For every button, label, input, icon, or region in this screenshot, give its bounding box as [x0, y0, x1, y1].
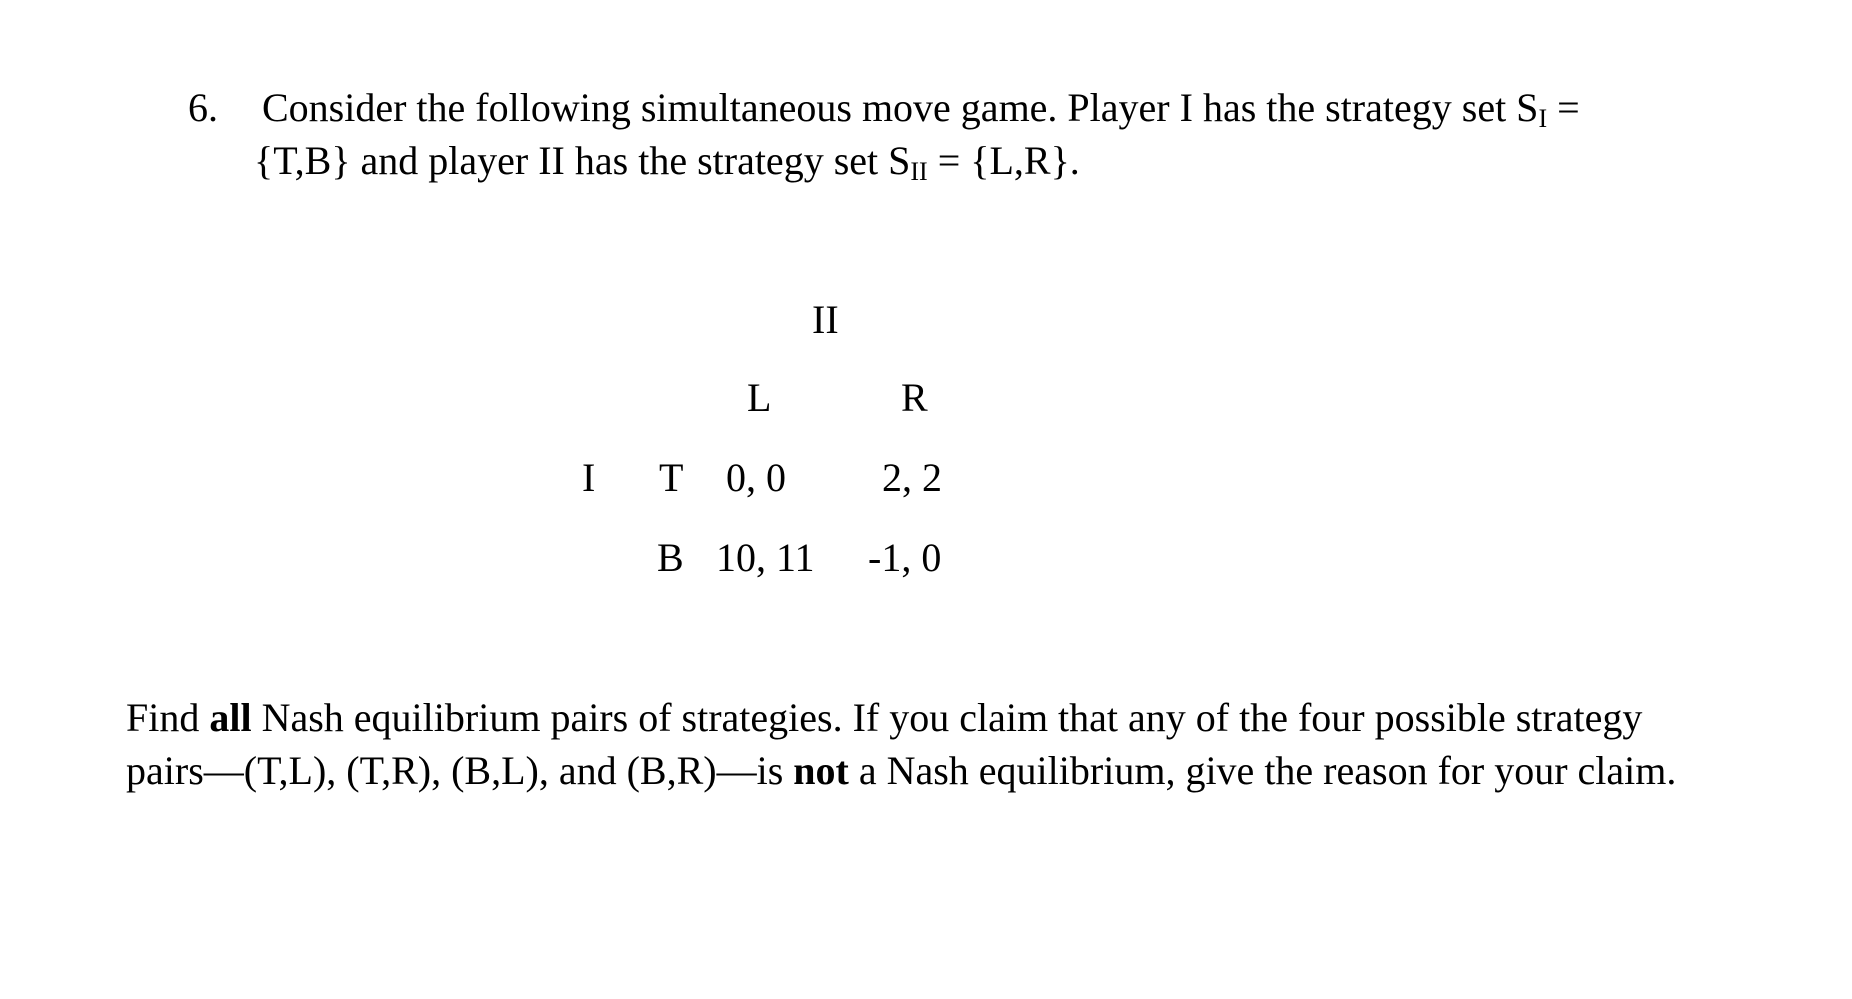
payoff-T-L: 0, 0 — [726, 455, 786, 500]
intro-line-1 — [262, 85, 1580, 133]
payoff-B-R: -1, 0 — [868, 535, 942, 580]
payoff-T-R: 2, 2 — [882, 455, 942, 500]
subscript-I: I — [1538, 104, 1548, 133]
row-player-label: I — [582, 455, 596, 500]
intro-text-1b: = — [1547, 85, 1580, 130]
intro-line-2 — [254, 138, 1080, 186]
intro-text-2: {T,B} and player II has the strategy set S — [254, 138, 911, 183]
subscript-II: II — [910, 157, 928, 186]
question-text-2a: pairs—(T,L), (T,R), (B,L), and (B,R)—is — [126, 748, 794, 793]
column-strategy-R: R — [901, 375, 928, 420]
intro-text-1: Consider the following simultaneous move game. Player I has the strategy set S — [262, 85, 1539, 130]
emphasis-all: all — [209, 695, 252, 740]
question-line-1 — [126, 695, 1643, 740]
row-strategy-B: B — [657, 535, 684, 580]
question-text-1b: Nash equilibrium pairs of strategies. If you claim that any of the four possible strategy — [251, 695, 1643, 740]
payoff-B-L: 10, 11 — [716, 535, 815, 580]
emphasis-not: not — [793, 748, 849, 793]
question-text-1a: Find — [126, 695, 210, 740]
problem-number: 6. — [188, 85, 218, 130]
column-strategy-L: L — [747, 375, 772, 420]
intro-text-2b: = {L,R}. — [927, 138, 1080, 183]
question-line-2 — [126, 748, 1677, 793]
row-strategy-T: T — [659, 455, 684, 500]
question-text-2b: a Nash equilibrium, give the reason for your claim. — [848, 748, 1677, 793]
column-player-label: II — [812, 297, 839, 342]
